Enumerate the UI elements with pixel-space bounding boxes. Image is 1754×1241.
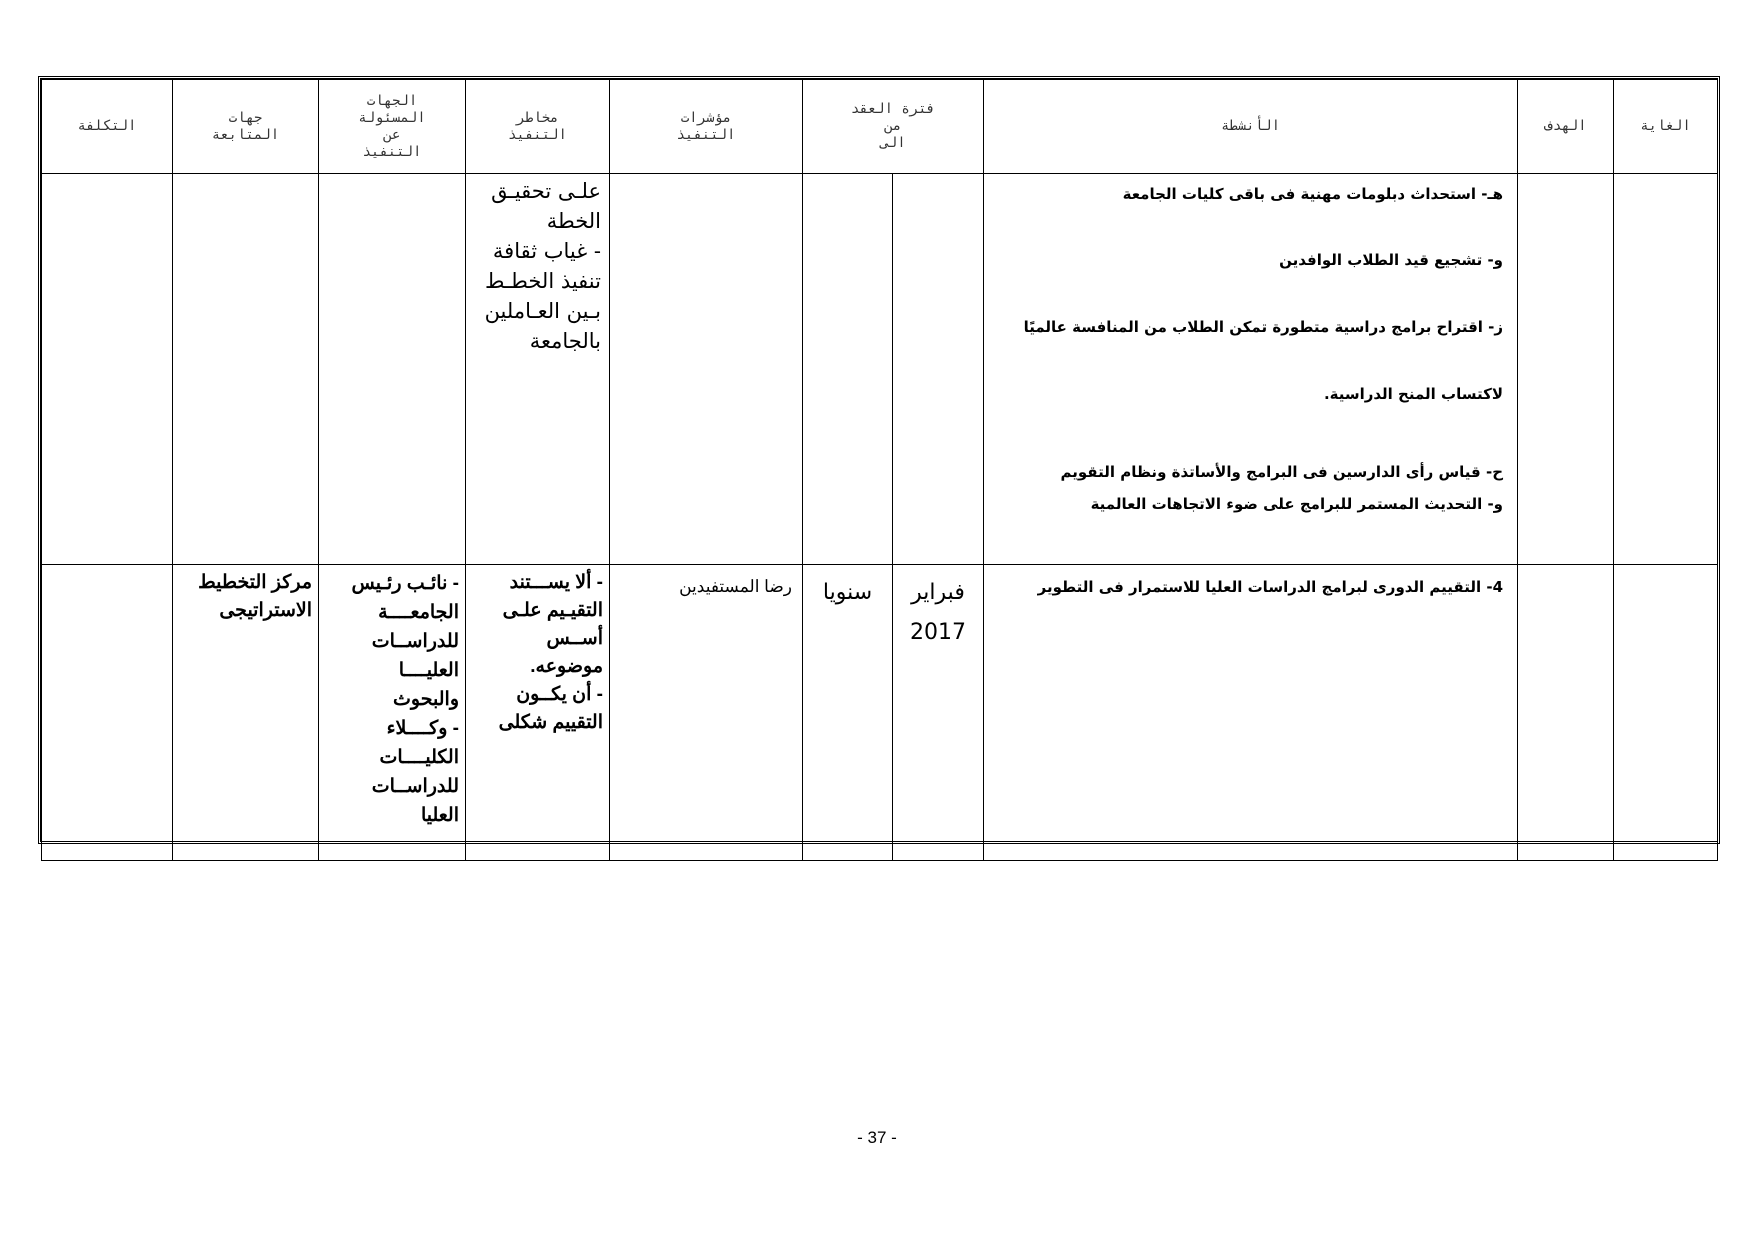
indicators-cell (610, 174, 803, 565)
goal-cell (1614, 174, 1718, 565)
strategic-plan-table (41, 79, 1718, 861)
period-to-cell: سنويا (803, 565, 893, 861)
period-to-cell (803, 174, 893, 565)
header-responsible: الجهات المسئولة عن التنفيذ (319, 80, 466, 174)
header-risks: مخاطر التنفيذ (466, 80, 610, 174)
indicators-cell: رضا المستفيدين (610, 565, 803, 861)
responsible-cell: - نائـب رئـيس الجامعــــة للدراســات العليــــا والبحوث - وكــــلاء الكليــــات للدراســات العليا (319, 565, 466, 861)
header-followup: جهات المتابعة (173, 80, 319, 174)
objective-cell (1518, 565, 1614, 861)
activity-item: و- التحديث المستمر للبرامج على ضوء الاتجاهات العالمية (1090, 495, 1504, 513)
activities-cell (984, 565, 1518, 861)
header-row (42, 80, 1718, 174)
table-row (42, 174, 1718, 565)
header-goal: الغاية (1614, 80, 1718, 174)
activity-item: لاكتساب المنح الدراسية. (1323, 385, 1504, 403)
cost-cell (42, 565, 173, 861)
risks-cell: علـى تحقيـق الخطة - غياب ثقافة تنفيذ الخطـط بـين العـاملين بالجامعة (466, 174, 610, 565)
followup-cell: مركز التخطيط الاستراتيجى (173, 565, 319, 861)
header-activities: الأنشطة (984, 80, 1518, 174)
risks-cell: - ألا يســـتند التقيـيم علـى أســس موضوعه. - أن يكــون التقييم شكلى (466, 565, 610, 861)
header-indicators: مؤشرات التنفيذ (610, 80, 803, 174)
activity-item: ح- قياس رأى الدارسين فى البرامج والأساتذة ونظام التقويم (1060, 463, 1504, 481)
activity-item: ز- اقتراح برامج دراسية متطورة تمكن الطلاب من المنافسة عالميًا (1023, 318, 1504, 336)
activity-item: هـ- استحداث دبلومات مهنية فى باقى كليات الجامعة (1122, 185, 1504, 203)
table-row (42, 565, 1718, 861)
cost-cell (42, 174, 173, 565)
followup-cell (173, 174, 319, 565)
page-number: - 37 - (857, 1128, 897, 1147)
responsible-cell (319, 174, 466, 565)
header-contract-period: فترة العقد من الى (803, 80, 984, 174)
objective-cell (1518, 174, 1614, 565)
activity-item: و- تشجيع قيد الطلاب الوافدين (1279, 251, 1504, 269)
activities-cell (984, 174, 1518, 565)
period-from-cell: فبراير 2017 (893, 565, 984, 861)
header-cost: التكلفة (42, 80, 173, 174)
header-objective: الهدف (1518, 80, 1614, 174)
goal-cell (1614, 565, 1718, 861)
period-from-cell (893, 174, 984, 565)
activity-item: 4- التقييم الدورى لبرامج الدراسات العليا للاستمرار فى التطوير (1037, 578, 1504, 596)
